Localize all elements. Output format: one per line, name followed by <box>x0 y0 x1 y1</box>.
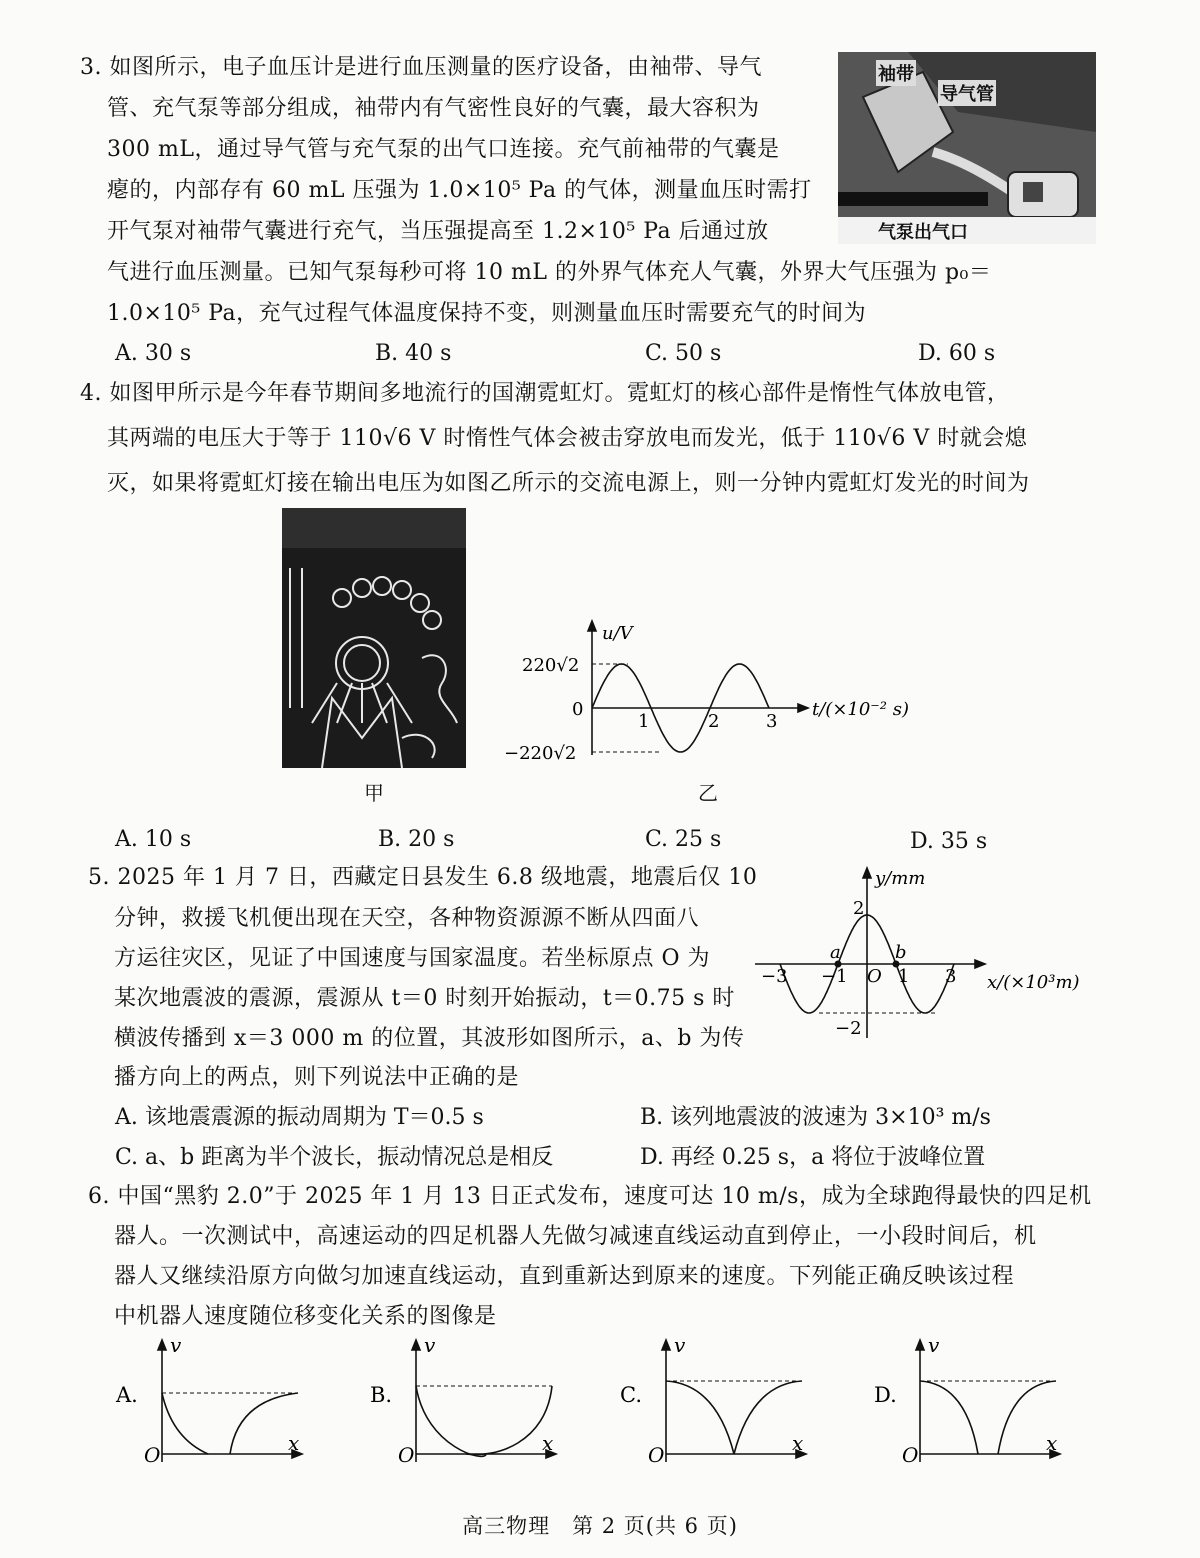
t-tick-1: 1 <box>638 711 650 732</box>
graph-b <box>412 1340 556 1462</box>
option-c: C. 25 s <box>645 827 722 852</box>
figure-yi-caption: 乙 <box>698 781 718 805</box>
x-tick: −1 <box>821 966 848 987</box>
v-label: v <box>424 1338 436 1357</box>
x-label: x <box>542 1431 554 1455</box>
option-d: D. 再经 0.25 s，a 将位于波峰位置 <box>640 1145 986 1170</box>
q5-line: 分钟，救援飞机便出现在天空，各种物资源源不断从四面八 <box>114 906 700 931</box>
origin-label: 0 <box>572 699 584 720</box>
option-a: A. 10 s <box>115 827 192 852</box>
q3-line: 瘪的，内部存有 60 mL 压强为 1.0×10⁵ Pa 的气体，测量血压时需打 <box>107 178 812 203</box>
q5-line: 横波传播到 x＝3 000 m 的位置，其波形如图所示，a、b 为传 <box>114 1026 745 1051</box>
choice-d-label: D. <box>874 1383 897 1407</box>
q3-line: 开气泵对袖带气囊进行充气，当压强提高至 1.2×10⁵ Pa 后通过放 <box>107 219 769 244</box>
graph-c <box>662 1340 806 1462</box>
option-c: C. 50 s <box>645 341 722 366</box>
y-axis-label: y/mm <box>875 868 926 889</box>
t-tick-2: 2 <box>708 711 720 732</box>
u-axis-label: u/V <box>602 623 633 644</box>
graph-d <box>916 1340 1060 1462</box>
q3-line: 300 mL，通过导气管与充气泵的出气口连接。充气前袖带的气囊是 <box>107 137 780 162</box>
x-tick: 3 <box>945 966 957 987</box>
origin-label: O <box>398 1443 415 1467</box>
option-c: C. a、b 距离为半个波长，振动情况总是相反 <box>115 1145 554 1170</box>
q4-line: 其两端的电压大于等于 110√6 V 时惰性气体会被击穿放电而发光，低于 110√6 V 时就会熄 <box>107 426 1028 451</box>
cuff-label: 袖带 <box>876 60 916 86</box>
q6-line: 器人又继续沿原方向做匀加速直线运动，直到重新达到原来的速度。下列能正确反映该过程 <box>114 1264 1015 1289</box>
tube-label: 导气管 <box>938 80 996 106</box>
q5-line: 某次地震波的震源，震源从 t＝0 时刻开始振动，t＝0.75 s 时 <box>114 986 735 1011</box>
x-tick: 1 <box>898 966 910 987</box>
t-axis-label: t/(×10⁻² s) <box>812 699 910 720</box>
choice-graphs <box>112 1338 1112 1468</box>
choice-a-label: A. <box>116 1383 138 1407</box>
origin-label: O <box>867 966 882 987</box>
option-d: D. 60 s <box>918 341 996 366</box>
q5-line: 5. 2025 年 1 月 7 日，西藏定日县发生 6.8 级地震，地震后仅 10 <box>88 865 758 890</box>
x-tick: −3 <box>761 966 788 987</box>
v-label: v <box>928 1338 940 1357</box>
choice-c-label: C. <box>620 1383 642 1407</box>
q5-line: 播方向上的两点，则下列说法中正确的是 <box>114 1065 520 1090</box>
y-min-label: −220√2 <box>504 743 577 764</box>
v-label: v <box>674 1338 686 1357</box>
x-axis-arrow <box>975 960 985 968</box>
q3-line: 3. 如图所示，电子血压计是进行血压测量的医疗设备，由袖带、导气 <box>80 55 762 80</box>
q6-line: 6. 中国“黑豹 2.0”于 2025 年 1 月 13 日正式发布，速度可达 10 m/s，成为全球跑得最快的四足机 <box>88 1184 1092 1209</box>
y-max-label: 220√2 <box>522 655 580 676</box>
option-b: B. 40 s <box>375 341 452 366</box>
x-label: x <box>792 1431 804 1455</box>
q5-line: 方运往灾区，见证了中国速度与国家温度。若坐标原点 O 为 <box>114 946 711 971</box>
point-a-label: a <box>830 942 841 963</box>
origin-label: O <box>144 1443 161 1467</box>
page-footer: 高三物理 第 2 页(共 6 页) <box>462 1514 738 1538</box>
blood-pressure-photo <box>838 52 1096 244</box>
ac-voltage-graph <box>500 615 930 775</box>
origin-label: O <box>902 1443 919 1467</box>
option-a: A. 该地震震源的振动周期为 T＝0.5 s <box>115 1105 484 1130</box>
choice-b-label: B. <box>370 1383 393 1407</box>
figure-jia-caption: 甲 <box>364 781 384 805</box>
point-b-label: b <box>895 942 907 963</box>
y-axis-arrow <box>863 868 871 878</box>
x-label: x <box>288 1431 300 1455</box>
graph-a <box>158 1340 302 1462</box>
u-axis-arrow <box>588 621 596 631</box>
y-bottom-label: −2 <box>835 1018 862 1039</box>
outlet-label: 气泵出气口 <box>878 222 968 243</box>
v-label: v <box>170 1338 182 1357</box>
seismic-wave-graph <box>755 862 1095 1042</box>
t-axis-arrow <box>798 704 808 712</box>
option-b: B. 该列地震波的波速为 3×10³ m/s <box>640 1105 991 1130</box>
q3-line: 1.0×10⁵ Pa，充气过程气体温度保持不变，则测量血压时需要充气的时间为 <box>107 301 867 326</box>
option-a: A. 30 s <box>115 341 192 366</box>
origin-label: O <box>648 1443 665 1467</box>
q6-line: 中机器人速度随位移变化关系的图像是 <box>114 1304 497 1329</box>
neon-lamp-photo <box>282 508 466 768</box>
q6-line: 器人。一次测试中，高速运动的四足机器人先做匀减速直线运动直到停止，一小段时间后，机 <box>114 1224 1037 1249</box>
t-tick-3: 3 <box>766 711 778 732</box>
y-top-label: 2 <box>853 898 865 919</box>
q3-line: 管、充气泵等部分组成，袖带内有气密性良好的气囊，最大容积为 <box>107 96 760 121</box>
option-d: D. 35 s <box>910 829 988 854</box>
x-label: x <box>1046 1431 1058 1455</box>
x-axis-label: x/(×10³m) <box>987 972 1080 993</box>
option-b: B. 20 s <box>378 827 455 852</box>
q4-line: 4. 如图甲所示是今年春节期间多地流行的国潮霓虹灯。霓虹灯的核心部件是惰性气体放电管， <box>80 381 1010 406</box>
q3-line: 气进行血压测量。已知气泵每秒可将 10 mL 的外界气体充人气囊，外界大气压强为 p₀＝ <box>107 260 992 285</box>
q4-line: 灭，如果将霓虹灯接在输出电压为如图乙所示的交流电源上，则一分钟内霓虹灯发光的时间为 <box>107 471 1030 496</box>
